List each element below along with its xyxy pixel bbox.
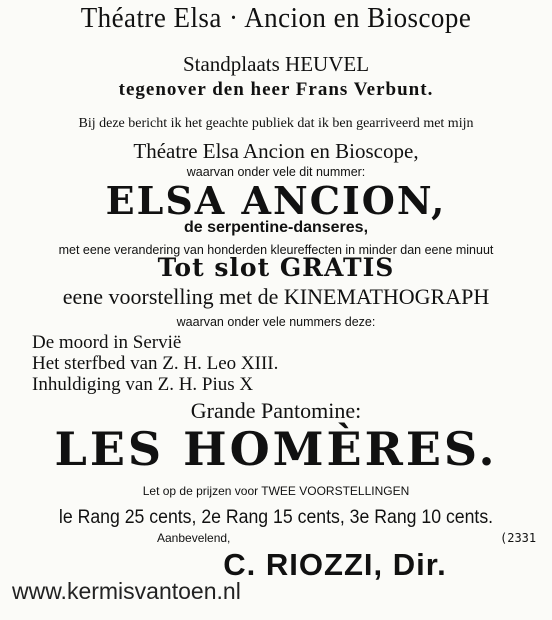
headliner-name: ELSA ANCION,: [105, 178, 447, 223]
location-line: Standplaats HEUVEL: [182, 52, 370, 76]
free-show-heading: Tot slot GRATIS: [157, 253, 395, 282]
ad-code: (2331: [500, 531, 537, 545]
headliner-description: de serpentine-danseres,: [183, 219, 369, 236]
closing-text: Aanbevelend,: [157, 531, 231, 545]
price-list: le Rang 25 cents, 2e Rang 15 cents, 3e Rang 10 cents.: [58, 507, 494, 528]
program-intro: waarvan onder vele dit nummer:: [186, 165, 366, 179]
announcement-text: Bij deze bericht ik het geachte publiek dat ik ben gearriveerd met mijn: [78, 116, 474, 131]
theatre-name: Théatre Elsa Ancion en Bioscope,: [133, 139, 419, 163]
kinematograph-line: eene voorstelling met de KINEMATHOGRAPH: [62, 284, 490, 309]
pantomime-title: LES HOMÈRES.: [54, 422, 498, 476]
prices-notice: Let op de prijzen voor TWEE VOORSTELLINGEN: [142, 484, 410, 498]
film-item: De moord in Servië: [32, 332, 182, 353]
opposite-line: tegenover den heer Frans Verbunt.: [118, 79, 434, 100]
film-item: Het sterfbed van Z. H. Leo XIII.: [32, 353, 279, 374]
signature-line: C. RIOZZI, Dir.: [223, 547, 447, 582]
film-list-intro: waarvan onder vele nummers deze:: [176, 315, 376, 329]
ad-title: Théatre Elsa · Ancion en Bioscope: [80, 2, 472, 34]
color-effects-line: met eene verandering van honderden kleureffecten in minder dan eene minuut: [58, 243, 494, 257]
pantomime-heading: Grande Pantomine:: [190, 398, 362, 423]
film-item: Inhuldiging van Z. H. Pius X: [32, 374, 254, 395]
website-watermark: www.kermisvantoen.nl: [12, 578, 241, 604]
